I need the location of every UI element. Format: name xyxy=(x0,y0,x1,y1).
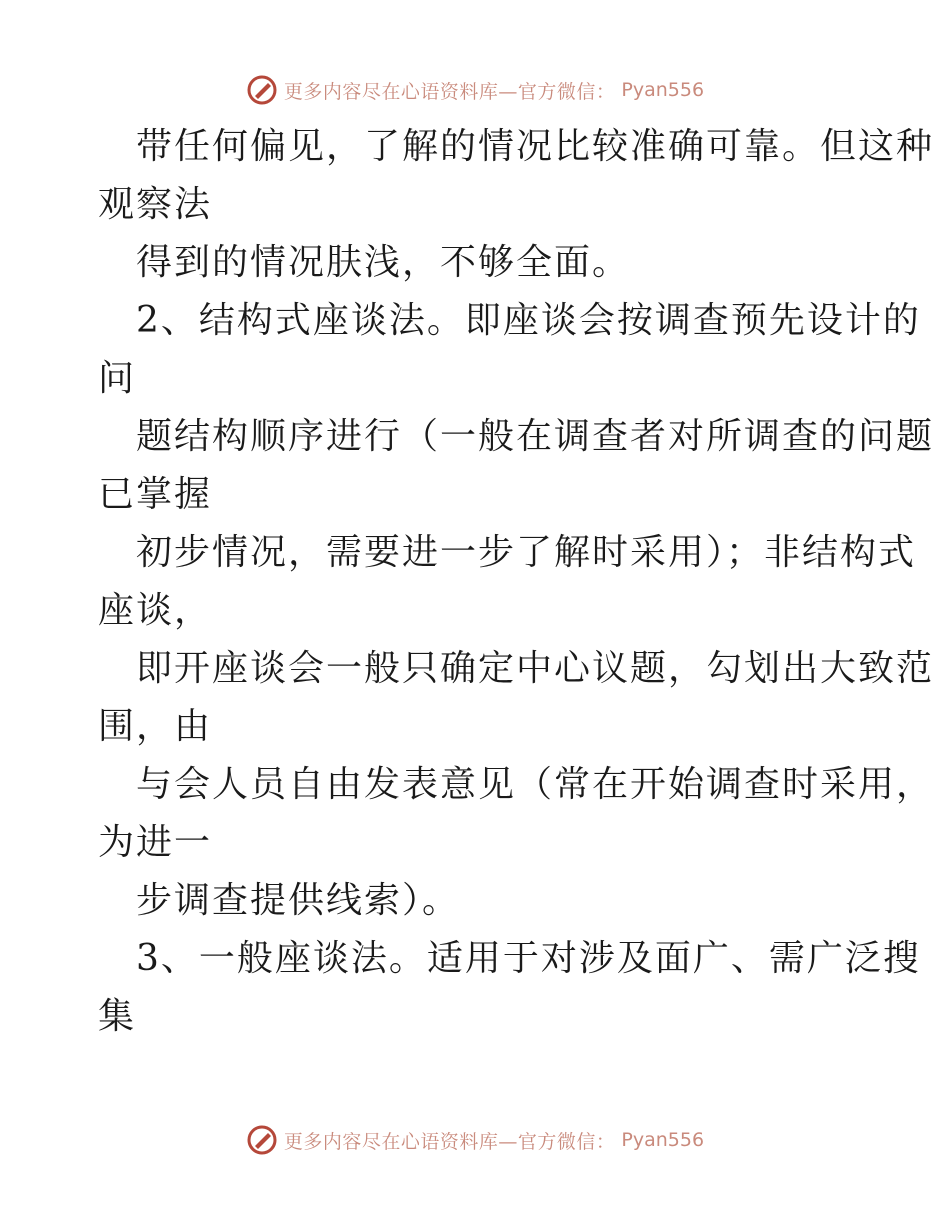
watermark-text: 更多内容尽在心语资料库—官方微信： xyxy=(283,1130,616,1153)
footer-watermark xyxy=(0,1120,950,1160)
watermark-wechat-id: Pyan556 xyxy=(621,79,705,101)
header-watermark xyxy=(0,70,950,110)
watermark-logo-icon xyxy=(246,1124,278,1156)
text-line: 带任何偏见，了解的情况比较准确可靠。但这种 xyxy=(136,126,935,167)
text-line: 观察法 xyxy=(98,184,213,225)
watermark-text: 更多内容尽在心语资料库—官方微信： xyxy=(283,80,616,103)
text-line: 座谈， xyxy=(98,590,213,631)
text-line: 步调查提供线索）。 xyxy=(136,880,461,921)
text-line: 初步情况，需要进一步了解时采用）；非结构式 xyxy=(136,532,917,573)
text-line: 题结构顺序进行（一般在调查者对所调查的问题 xyxy=(136,416,935,457)
text-line: 与会人员自由发表意见（常在开始调查时采用， xyxy=(136,764,935,805)
watermark-logo-icon xyxy=(246,74,278,106)
watermark-wechat-id: Pyan556 xyxy=(621,1129,705,1151)
text-line: 围，由 xyxy=(98,706,213,747)
text-line: 3、一般座谈法。适用于对涉及面广、需广泛搜 xyxy=(136,938,921,979)
document-body xyxy=(98,118,935,1046)
text-line: 得到的情况肤浅，不够全面。 xyxy=(136,242,631,283)
text-line: 已掌握 xyxy=(98,474,213,515)
text-line: 为进一 xyxy=(98,822,213,863)
text-line: 即开座谈会一般只确定中心议题，勾划出大致范 xyxy=(136,648,935,689)
text-line: 集 xyxy=(98,996,137,1037)
text-line: 2、结构式座谈法。即座谈会按调查预先设计的 xyxy=(136,300,921,341)
text-line: 问 xyxy=(98,358,137,399)
